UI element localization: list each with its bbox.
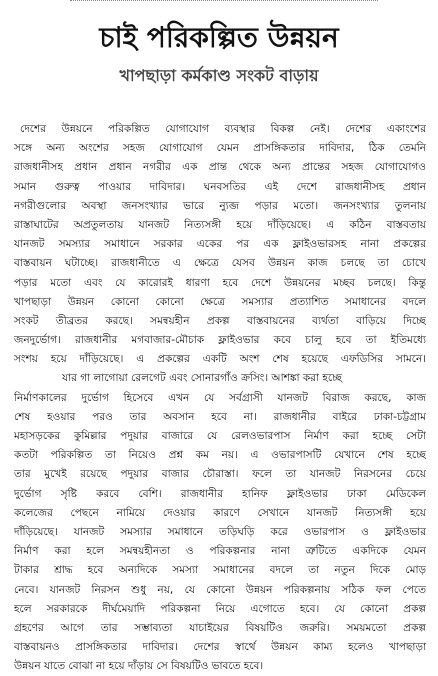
- body-line: দুর্ভোগ সৃষ্টি করবে বেশি। রাজধানীর হানিফ ফ্লাইওভার ঢাকা মেডিকেল: [14, 487, 426, 500]
- body-line: যানজট সমস্যার সমাধানে সরকার একের পর এক ফ্লাইওভারসহ নানা প্রকল্পের: [14, 238, 426, 251]
- body-line: রাজধানীসহ প্রধান প্রধান নগরীর এক প্রান্ত থেকে অন্য প্রান্তের সহজ যোগাযোগও: [14, 161, 426, 174]
- body-line: কতটা পরিকল্পিত তা নিয়েও প্রশ্ন কম নয়। এ ওভারপাসটি যেখানে শেষ হচ্ছে: [14, 449, 426, 462]
- body-line: মহাসড়কের কুমিল্লার পদুয়ার বাজারে যে রেলওভারপাস নির্মাণ করা হচ্ছে সেটা: [14, 430, 426, 442]
- subheadline: খাপছাড়া কর্মকাণ্ড সংকট বাড়ায়: [119, 66, 319, 85]
- body-line: জনদুর্ভোগ। রাজধানীর মগবাজার-মৌচাক ফ্লাইওভার কবে চালু হবে তা ইতিমধ্যে: [14, 334, 426, 347]
- body-line: নগরীগুলোর অবস্থা জনসংখ্যার ভারে ন্যুব্জ পড়ার মতো। জনসংখ্যার তুলনায়: [14, 199, 426, 212]
- body-line: যার গা লাগোয়া রেলগেট এবং সোনারগাঁও ক্রসিং। আশঙ্কা করা হচ্ছে: [62, 372, 343, 385]
- body-line: সংশয় হয়ে দাঁড়িয়েছে। এ প্রকল্পের একটি অংশ শেষ হয়েছে এফডিসির সামনে।: [14, 353, 426, 366]
- body-line: কলেজের পেছনে নামিয়ে দেওয়ার কারণে সেখানে যানজট নিত্যসঙ্গী হয়ে: [14, 506, 426, 519]
- body-line: গ্রহণের আগে তার সম্ভাব্যতা যাচাইয়ের বিষয়টিও জরুরি। সময়মতো প্রকল্প: [14, 621, 426, 634]
- body-line: রাস্তাঘাটের অপ্রতুলতায় যানজট নিত্যসঙ্গী হয়ে দাঁড়িয়েছে। এ কঠিন বাস্তবতায়: [14, 218, 426, 231]
- body-line: পড়ার মতো এবং যে কারোরই ধারণা হবে দেশে উন্নয়নের মচ্ছব চলছে। কিন্তু: [14, 276, 426, 289]
- body-line: তার মুখেই রয়েছে পদুয়ার বাজার চৌরাস্তা। ফলে তা যানজট নিরসনের চেয়ে: [14, 468, 426, 481]
- body-line: বাস্তবায়নও প্রাসঙ্গিকতার দাবিদার। দেশের স্বার্থে উন্নয়ন কাম্য হলেও খাপছাড়া: [14, 641, 426, 654]
- body-line: নেবে। যানজট নিরসন শুধু নয়, যে কোনো উন্নয়ন পরিকল্পনায় সঠিক ফল পেতে: [14, 583, 426, 596]
- body-line: সংকট তীব্রতর করছে। সমন্বয়হীন প্রকল্প বাস্তবায়নের ব্যর্থতা বাড়িয়ে দিচ্ছে: [14, 314, 426, 327]
- headline: চাই পরিকল্পিত উন্নয়ন: [99, 21, 339, 54]
- body-line: নির্মাণ করা হলে সমন্বয়হীনতা ও পরিকল্পনার নানা ত্রুটিতে একদিকে যেমন: [14, 545, 426, 558]
- body-line: দেশের উন্নয়নে পরিকল্পিত যোগাযোগ ব্যবস্থার বিকল্প নেই। দেশের একাংশের: [20, 123, 426, 135]
- body-line: শেষ হওয়ার পরও তার অবসান হবে না। রাজধানীর বাইরে ঢাকা-চট্টগ্রাম: [14, 410, 426, 423]
- clipping-edge: [70, 0, 378, 5]
- body-line: দাঁড়িয়েছে। যানজট সমস্যার সমাধানে তড়িঘড়ি করে ওভারপাস ও ফ্লাইওভার: [14, 525, 426, 538]
- body-line: বাস্তবায়ন ঘটাচ্ছে। রাজধানীতে এ ক্ষেত্রে যেসব উন্নয়ন কাজ চলছে তা চোখে: [14, 257, 426, 270]
- article-body: [14, 120, 426, 673]
- body-line: খাপছাড়া উন্নয়ন কোনো কোনো ক্ষেত্রে সমস্যার প্রত্যাশিত সমাধানের বদলে: [14, 295, 426, 308]
- body-line: উন্নয়ন যাতে বোঝা না হয়ে দাঁড়ায় সে বিষয়টিও ভাবতে হবে।: [14, 660, 264, 673]
- body-line: সমান গুরুত্ব পাওয়ার দাবিদার। ঘনবসতির এই দেশে রাজধানীসহ প্রধান: [14, 180, 426, 193]
- body-line: নির্মাণকালের দুর্ভোগ হিসেবে এখন যে সর্বগ্রাসী যানজট বিরাজ করছে, কাজ: [14, 391, 426, 404]
- body-line: টাকার শ্রাদ্ধ হবে অন্যদিকে সমস্যা সমাধানের বদলে তা নতুন দিকে মোড়: [14, 564, 426, 577]
- body-line: হলে সরকারকে দীর্ঘমেয়াদি পরিকল্পনা নিয়ে এগোতে হবে। যে কোনো প্রকল্প: [14, 602, 426, 615]
- body-line: সঙ্গে অন্য অংশের সহজ যোগাযোগ যেমন প্রাসঙ্গিকতার দাবিদার, ঠিক তেমনি: [14, 142, 426, 155]
